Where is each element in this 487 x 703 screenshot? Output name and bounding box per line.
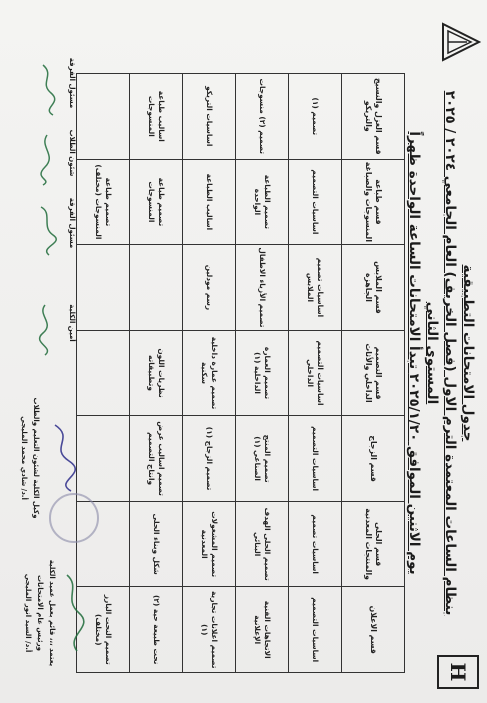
title-line-4: يوم الاثنين الموافق ٢٠٢٥/١/٢٠ تبدأ الامتحانات الساعة الواحدة ظهراً	[406, 131, 422, 575]
table-cell: تصميم طباعة المنسوجات	[130, 159, 183, 245]
table-cell: تصميم المشغولات المعدنية	[183, 501, 236, 587]
table-cell: تصميم الحلى الهدف البنائي	[236, 501, 289, 587]
title-line-1: جدول الامتحانات التطبيقية	[460, 264, 476, 442]
column-header: قسم الملابس الجاهزة	[342, 245, 405, 331]
table-row	[130, 74, 183, 673]
table-cell: شكل وبناء الحلى	[130, 501, 183, 587]
signature-label: شئون الطلاب	[68, 129, 76, 177]
table-cell: تصميم العمارة الداخلية (١)	[236, 330, 289, 416]
table-cell: اساليب الطباعة	[183, 159, 236, 245]
table-cell: نظريات اللون وتطبيقاته	[130, 330, 183, 416]
university-emblem-icon	[439, 20, 481, 64]
table-row	[236, 74, 289, 673]
table-cell: تصميم الزجاج (١)	[183, 416, 236, 502]
signature-name: أ.د/ السيد انور المليجي	[24, 573, 32, 653]
table-cell: تصميم الطباعة الواحدة	[236, 159, 289, 245]
signature-label: ورئيس عام الامتحانات	[36, 575, 44, 651]
table-cell: اساسيات التصميم	[289, 416, 342, 502]
table-cell: تصميم اساليب عرض وانتاج التصميم	[130, 416, 183, 502]
signature-name: أ.د/ شادي محمد المليجي	[20, 416, 28, 500]
handwritten-signature-icon	[37, 133, 57, 188]
table-cell: اساسيات تصميم	[289, 501, 342, 587]
faculty-logo: H	[437, 655, 479, 689]
column-header: قسم الحلى والمنتجات المعدنية	[342, 501, 405, 587]
table-row	[183, 74, 236, 673]
table-cell: اساليب طباعة المنسوجات	[130, 74, 183, 160]
table-cell	[130, 245, 183, 331]
signature-label: مسئول الفرقة	[68, 197, 76, 249]
signature-label: يعتمد ،،، قائم بعمل عميد الكلية	[48, 559, 56, 667]
table-cell: تصميم الأزياء الاطفال	[236, 245, 289, 331]
table-cell: اساسيات التصميم	[289, 159, 342, 245]
column-header: قسم التصميم الداخلي والأثاث	[342, 330, 405, 416]
table-cell: اساسيات التصميم الداخلي	[289, 330, 342, 416]
signatures-area	[2, 53, 87, 673]
column-header: قسم الاعلان	[342, 587, 405, 673]
signature-label: مسئول الفرقة	[68, 57, 76, 109]
table-cell: تصميم (٢) منسوجات	[236, 74, 289, 160]
table-cell: تصميم المنتج الصناعي (١)	[236, 416, 289, 502]
handwritten-signature-icon	[37, 63, 57, 118]
table-cell: تصميم طباعة المنسوجات (مختلف)	[77, 159, 130, 245]
table-cell: اساسيات التريكو	[183, 74, 236, 160]
column-header: قسم الغزل والنسيج والتريكو	[342, 74, 405, 160]
schedule-table	[76, 73, 405, 673]
page-title	[405, 63, 477, 643]
table-cell: تصميم عمارة داخلية سكنية	[183, 330, 236, 416]
table-cell: تصميم اعلانات تجارية (١)	[183, 587, 236, 673]
title-line-2: بنظام الساعات المعتمدة الترم الاول (فصل الخريف) العام الجامعي ٢٠٢٤ / ٢٠٢٥	[442, 90, 458, 616]
handwritten-signature-icon	[37, 203, 57, 258]
table-cell: نحت طبيعة حية (٢)	[130, 587, 183, 673]
table-cell: الاتجاهات الفنية الإعلانية	[236, 587, 289, 673]
column-header: قسم طباعة المنسوجات والصباغة	[342, 159, 405, 245]
handwritten-signature-icon	[37, 303, 57, 358]
signature-label: أمين الكلية	[68, 304, 76, 342]
table-cell: تصميم (١)	[289, 74, 342, 160]
table-header-row	[342, 74, 405, 673]
handwritten-signature-icon	[59, 573, 85, 653]
table-row	[289, 74, 342, 673]
table-cell: رسم مودلين	[183, 245, 236, 331]
table-cell: تصميم النحت البارز (مختلف)	[77, 587, 130, 673]
column-header: قسم الزجاج	[342, 416, 405, 502]
signature-label: وكيل الكلية لشئون التعليم والطلاب	[32, 397, 40, 519]
table-cell: اساسيات التصميم	[289, 587, 342, 673]
official-seal-icon	[49, 493, 99, 543]
table-cell: اساسيات تصميم الملابس	[289, 245, 342, 331]
title-line-3: المستوى الثاني	[424, 301, 440, 405]
handwritten-signature-icon	[47, 423, 77, 493]
